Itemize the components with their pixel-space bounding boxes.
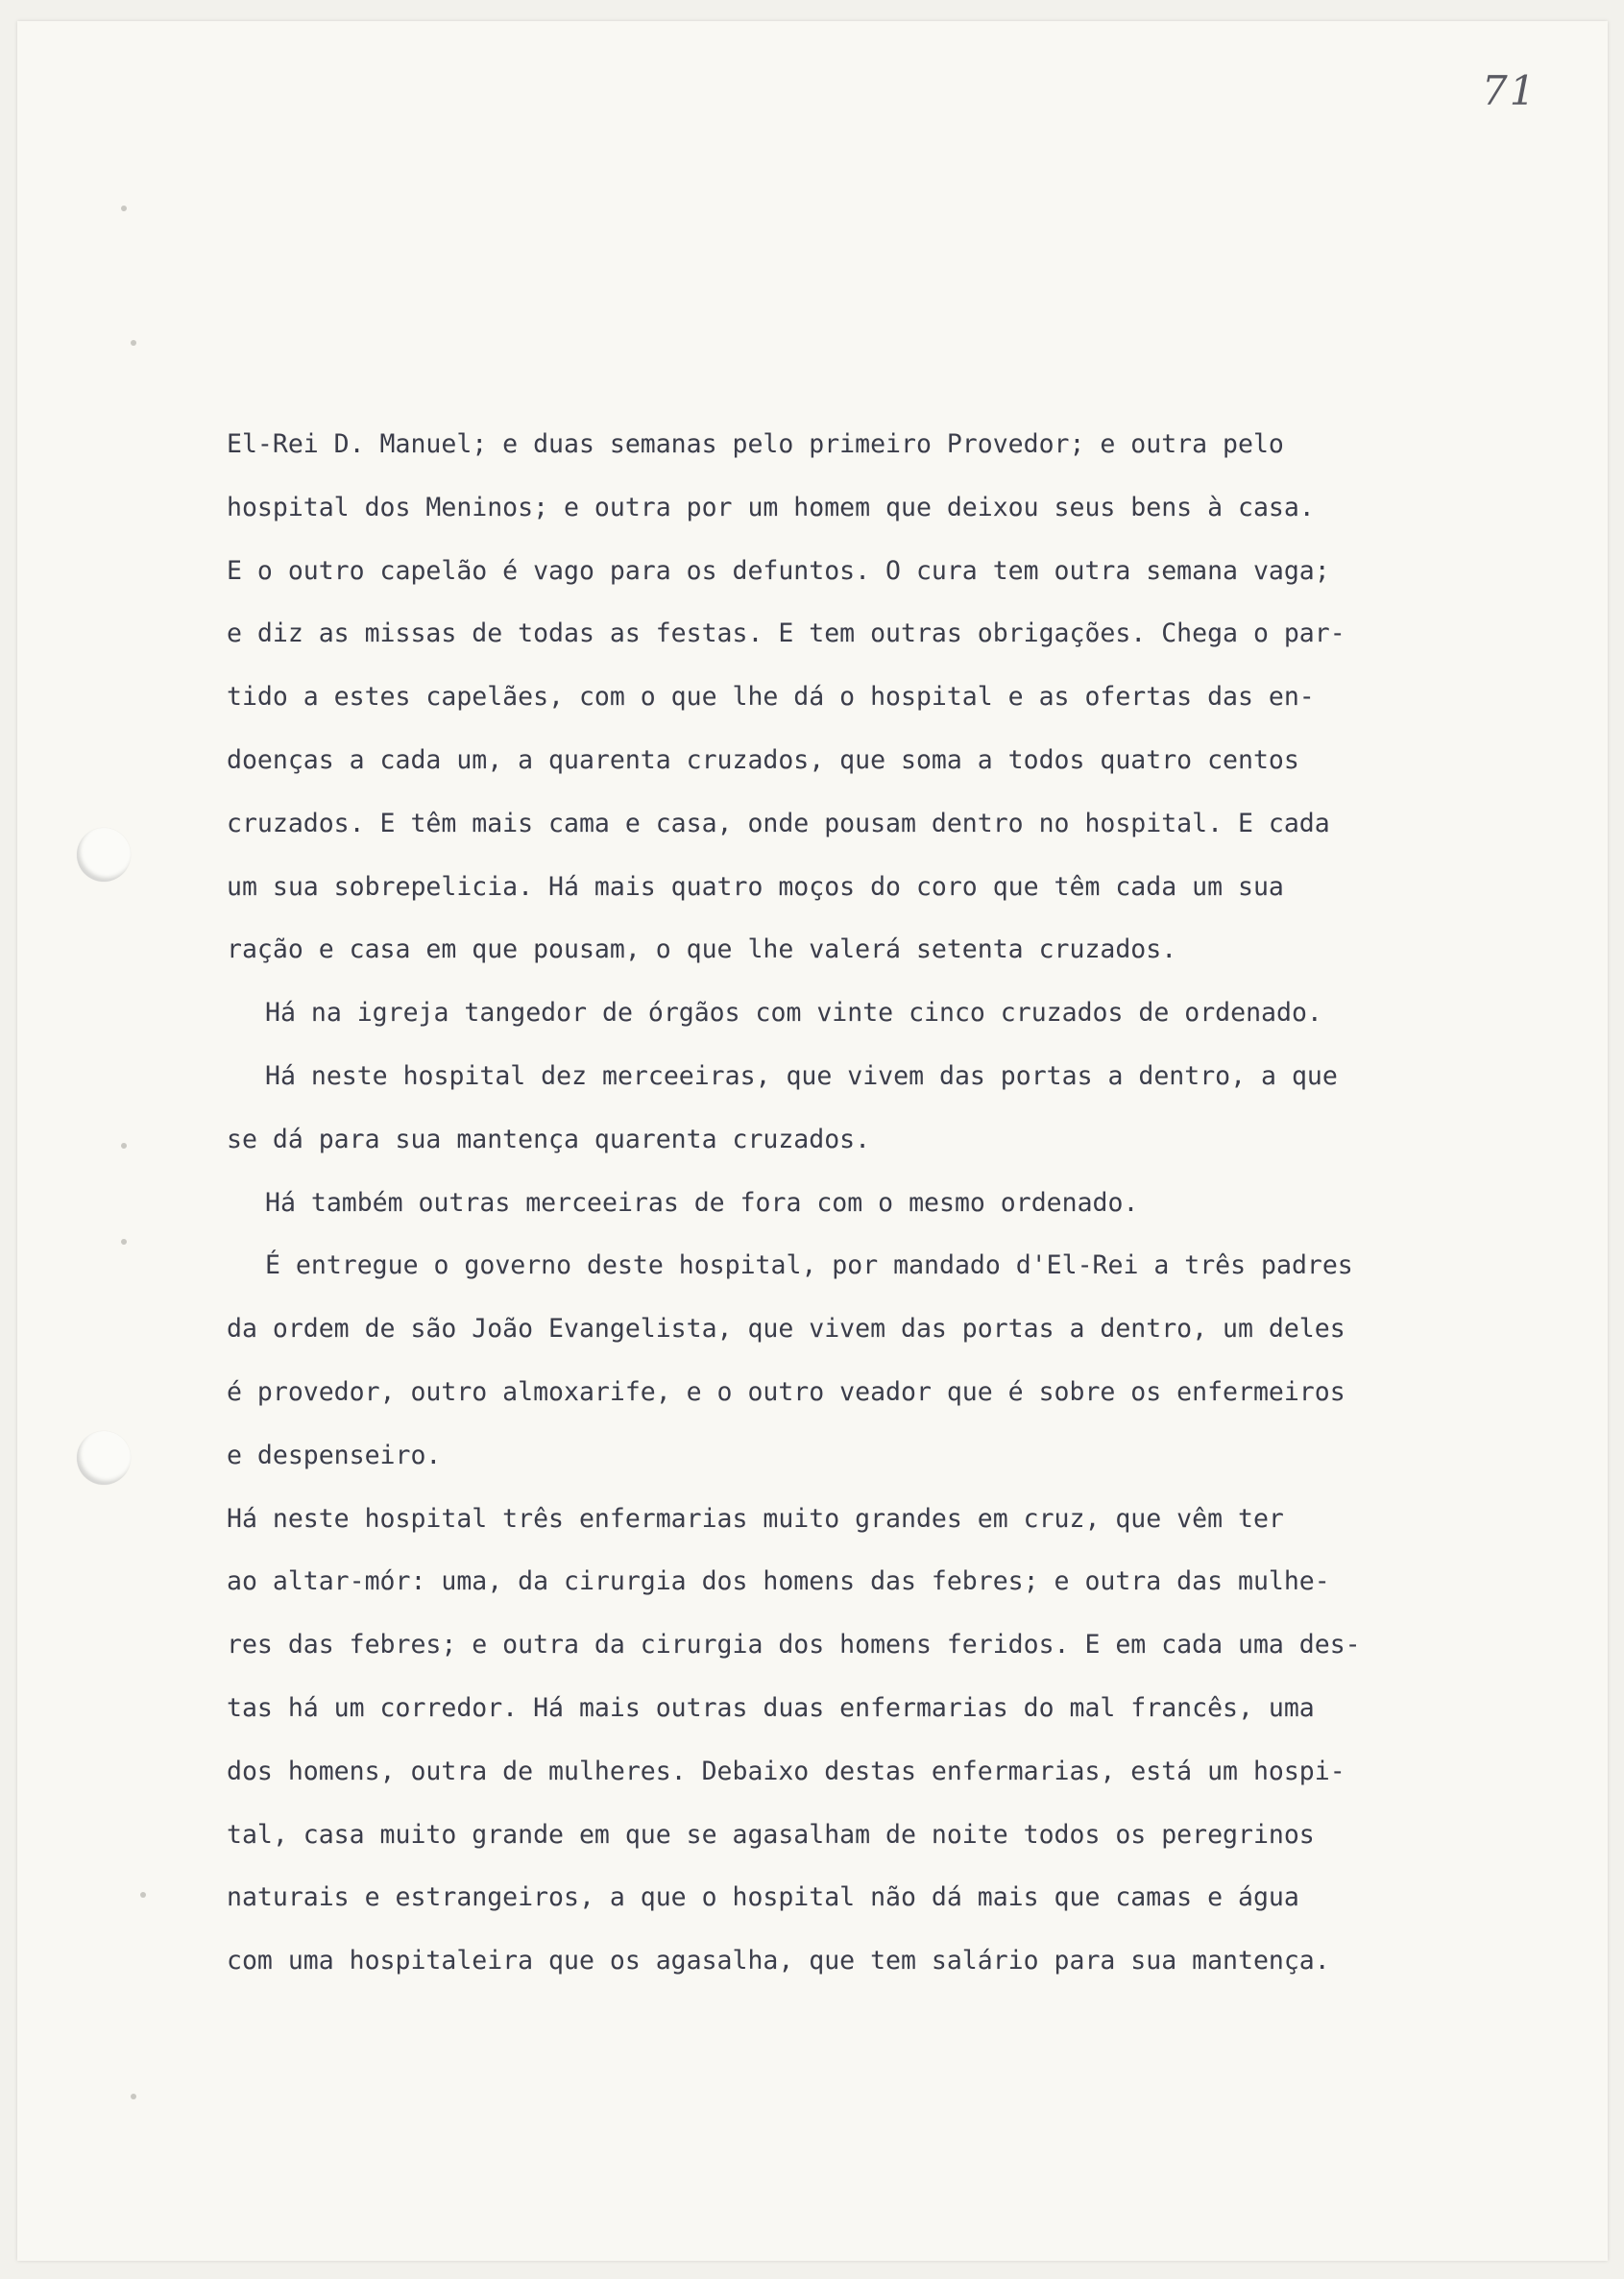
text-line: tas há um corredor. Há mais outras duas enfermarias do mal francês, uma xyxy=(227,1692,1315,1723)
margin-speck xyxy=(131,340,136,346)
margin-speck xyxy=(140,1892,146,1898)
text-line: e despenseiro. xyxy=(227,1440,442,1470)
text-line: naturais e estrangeiros, a que o hospital não dá mais que camas e água xyxy=(227,1882,1299,1913)
margin-speck xyxy=(121,1239,127,1245)
page-number: 71 xyxy=(1482,67,1538,114)
document-body xyxy=(227,413,1533,1993)
text-line: doenças a cada um, a quarenta cruzados, que soma a todos quatro centos xyxy=(227,744,1299,775)
text-line: ração e casa em que pousam, o que lhe valerá setenta cruzados. xyxy=(227,934,1177,965)
text-line: tal, casa muito grande em que se agasalham de noite todos os peregrinos xyxy=(227,1819,1315,1850)
text-line: se dá para sua mantença quarenta cruzados. xyxy=(227,1124,871,1154)
typewritten-page xyxy=(17,21,1608,2261)
text-line: Há também outras merceeiras de fora com o mesmo ordenado. xyxy=(265,1187,1139,1218)
text-line: Há na igreja tangedor de órgãos com vinte cinco cruzados de ordenado. xyxy=(265,998,1322,1029)
text-line: hospital dos Meninos; e outra por um homem que deixou seus bens à casa. xyxy=(227,492,1315,522)
text-line: El-Rei D. Manuel; e duas semanas pelo primeiro Provedor; e outra pelo xyxy=(227,429,1284,459)
text-line: com uma hospitaleira que os agasalha, que tem salário para sua mantença. xyxy=(227,1946,1330,1976)
text-line: E o outro capelão é vago para os defuntos. O cura tem outra semana vaga; xyxy=(227,555,1330,586)
text-line: é provedor, outro almoxarife, e o outro veador que é sobre os enfermeiros xyxy=(227,1376,1345,1407)
text-line: um sua sobrepelicia. Há mais quatro moços do coro que têm cada um sua xyxy=(227,871,1284,902)
text-line: cruzados. E têm mais cama e casa, onde pousam dentro no hospital. E cada xyxy=(227,808,1330,838)
text-line: res das febres; e outra da cirurgia dos homens feridos. E em cada uma des- xyxy=(227,1630,1361,1661)
margin-speck xyxy=(121,1143,127,1149)
text-line: e diz as missas de todas as festas. E tem outras obrigações. Chega o par- xyxy=(227,618,1345,649)
text-line: Há neste hospital dez merceeiras, que vivem das portas a dentro, a que xyxy=(265,1060,1338,1091)
text-line: ao altar-mór: uma, da cirurgia dos homens das febres; e outra das mulhe- xyxy=(227,1566,1330,1597)
text-line: tido a estes capelães, com o que lhe dá o hospital e as ofertas das en- xyxy=(227,682,1315,713)
punch-hole-top xyxy=(77,828,131,882)
margin-speck xyxy=(131,2094,136,2099)
text-line: Há neste hospital três enfermarias muito grandes em cruz, que vêm ter xyxy=(227,1503,1284,1534)
margin-speck xyxy=(121,206,127,211)
text-line: da ordem de são João Evangelista, que vivem das portas a dentro, um deles xyxy=(227,1314,1345,1345)
text-line: É entregue o governo deste hospital, por mandado d'El-Rei a três padres xyxy=(265,1250,1353,1281)
text-line: dos homens, outra de mulheres. Debaixo destas enfermarias, está um hospi- xyxy=(227,1756,1345,1786)
punch-hole-bottom xyxy=(77,1431,131,1485)
